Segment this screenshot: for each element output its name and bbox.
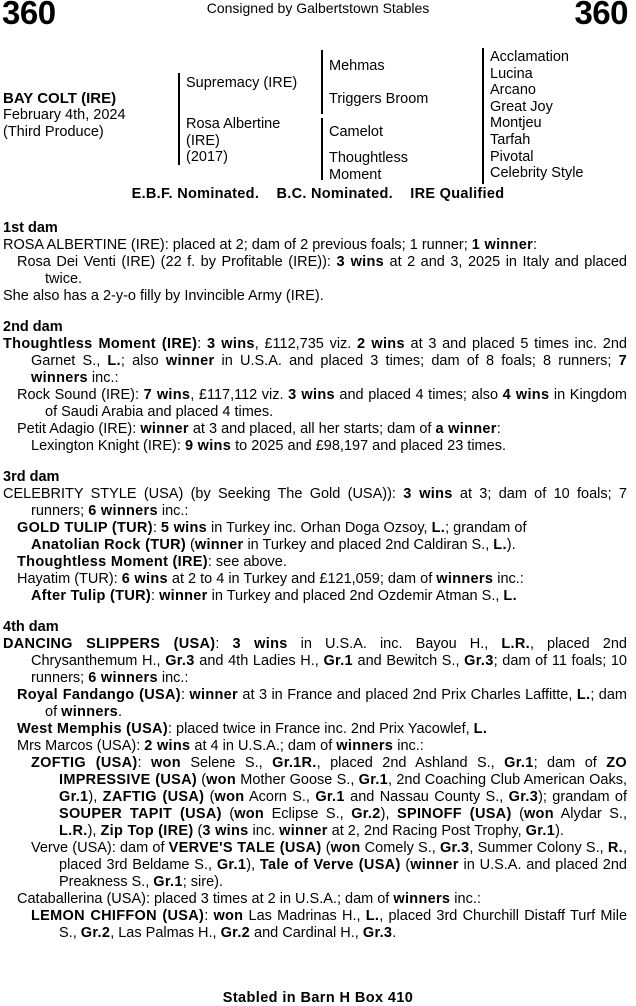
lot-number-right: 360 [574,0,628,31]
pedigree-bracket-g3d [482,150,484,184]
pedigree-bracket-g3c [482,116,484,150]
pedigree-dam-dam: Thoughtless Moment [329,150,408,183]
pedigree-entry: ROSA ALBERTINE (IRE): placed at 2; dam of 2 previous foals; 1 runner; 1 winner: [3,237,538,253]
section-heading: 1st dam [3,220,58,236]
pedigree-entry: Cataballerina (USA): placed 3 times at 2 in U.S.A.; dam of winners inc.: [17,891,481,907]
section-heading: 4th dam [3,619,59,635]
pedigree-entry: GOLD TULIP (TUR): 5 wins in Turkey inc. Orhan Doga Ozsoy, L.; grandam of [17,520,527,536]
pedigree-sire-sire: Mehmas [329,58,385,74]
pedigree-entry: Verve (USA): dam of VERVE'S TALE (USA) (won Comely S., Gr.3, Summer Colony S., R., placed 3rd Beldame S., Gr.1), Tale of Verve (USA) (winner in U.S.A. and placed 2nd Preakness S., Gr.1; sire). [31,840,628,890]
pedigree-dam: Rosa Albertine (IRE) (2017) [186,116,281,166]
section-heading: 2nd dam [3,319,63,335]
subject-block [3,90,126,141]
pedigree-entry: CELEBRITY STYLE (USA) (by Seeking The Gold (USA)): 3 wins at 3; dam of 10 foals; 7 runners; 6 winners inc.: [3,486,627,519]
pedigree-entry: Petit Adagio (IRE): winner at 3 and placed, all her starts; dam of a winner: [17,421,501,437]
pedigree-entry: Mrs Marcos (USA): 2 wins at 4 in U.S.A.; dam of winners inc.: [17,738,424,754]
pedigree-entry: Rosa Dei Venti (IRE) (22 f. by Profitable (IRE)): 3 wins at 2 and 3, 2025 in Italy and placed twice. [17,254,627,287]
stabled-location: Stabled in Barn H Box 410 [222,990,414,1006]
pedigree-bracket-sire [321,50,323,114]
pedigree-entry: Royal Fandango (USA): winner at 3 in France and placed 2nd Prix Charles Laffitte, L.; dam of winners. [17,687,627,720]
pedigree-entry: LEMON CHIFFON (USA): won Las Madrinas H., L., placed 3rd Churchill Distaff Turf Mile S., Gr.2, Las Palmas H., Gr.2 and Cardinal H., Gr.3. [31,908,628,941]
nominations: E.B.F. Nominated. B.C. Nominated. IRE Qualified [131,186,505,202]
pedigree-entry: Anatolian Rock (TUR) (winner in Turkey and placed 2nd Caldiran S., L.). [31,537,516,553]
pedigree-entry: Thoughtless Moment (IRE): 3 wins, £112,735 viz. 2 wins at 3 and placed 5 times inc. 2nd Garnet S., L.; also winner in U.S.A. and placed 3 times; dam of 8 foals; 8 runners; 7 winners inc.: [3,336,628,386]
pedigree-bracket-g3a [482,48,484,82]
pedigree-entry: Thoughtless Moment (IRE): see above. [17,554,287,570]
pedigree-sire: Supremacy (IRE) [186,75,298,91]
catalogue-body [3,220,627,942]
section-heading: 3rd dam [3,469,60,485]
pedigree-entry: Hayatim (TUR): 6 wins at 2 to 4 in Turkey and £121,059; dam of winners inc.: [17,571,524,587]
pedigree-sire-dam: Triggers Broom [329,91,429,107]
subject-produce: (Third Produce) [3,124,104,140]
pedigree-entry: West Memphis (USA): placed twice in France inc. 2nd Prix Yacowlef, L. [17,721,488,737]
pedigree-entry: Lexington Knight (IRE): 9 wins to 2025 and £98,197 and placed 23 times. [31,438,506,454]
pedigree-entry: After Tulip (TUR): winner in Turkey and placed 2nd Ozdemir Atman S., L. [31,588,517,604]
pedigree-dam-sire: Camelot [329,124,383,140]
pedigree-entry: She also has a 2-y-o filly by Invincible Army (IRE). [3,288,324,304]
consignor: Consigned by Galbertstown Stables [206,0,430,16]
pedigree-gen3: Acclamation Lucina Arcano Great Joy Montjeu Tarfah Pivotal Celebrity Style [490,49,584,182]
pedigree-entry: Rock Sound (IRE): 7 wins, £117,112 viz. 3 wins and placed 4 times; also 4 wins in Kingdom of Saudi Arabia and placed 4 times. [17,387,627,420]
pedigree-entry: ZOFTIG (USA): won Selene S., Gr.1R., placed 2nd Ashland S., Gr.1; dam of ZO IMPRESSIVE (USA) (won Mother Goose S., Gr.1, 2nd Coaching Club American Oaks, Gr.1), ZAFTIG (USA) (won Acorn S., Gr.1 and Nassau County S., Gr.3); grandam of SOUPER TAPIT (USA) (won Eclipse S., Gr.2), SPINOFF (USA) (won Alydar S., L.R.), Zip Top (IRE) (3 wins inc. winner at 2, 2nd Racing Post Trophy, Gr.1). [31,755,628,839]
pedigree-bracket-dam [321,118,323,180]
pedigree-entry: DANCING SLIPPERS (USA): 3 wins in U.S.A. inc. Bayou H., L.R., placed 2nd Chrysanthemum H., Gr.3 and 4th Ladies H., Gr.1 and Bewitch S., Gr.3; dam of 11 foals; 10 runners; 6 winners inc.: [3,636,627,686]
lot-number-left: 360 [2,0,56,31]
subject-foaled: February 4th, 2024 [3,107,126,123]
subject-name: BAY COLT (IRE) [3,90,117,107]
pedigree-bracket-g3b [482,82,484,116]
pedigree-bracket-gen1 [178,73,180,165]
